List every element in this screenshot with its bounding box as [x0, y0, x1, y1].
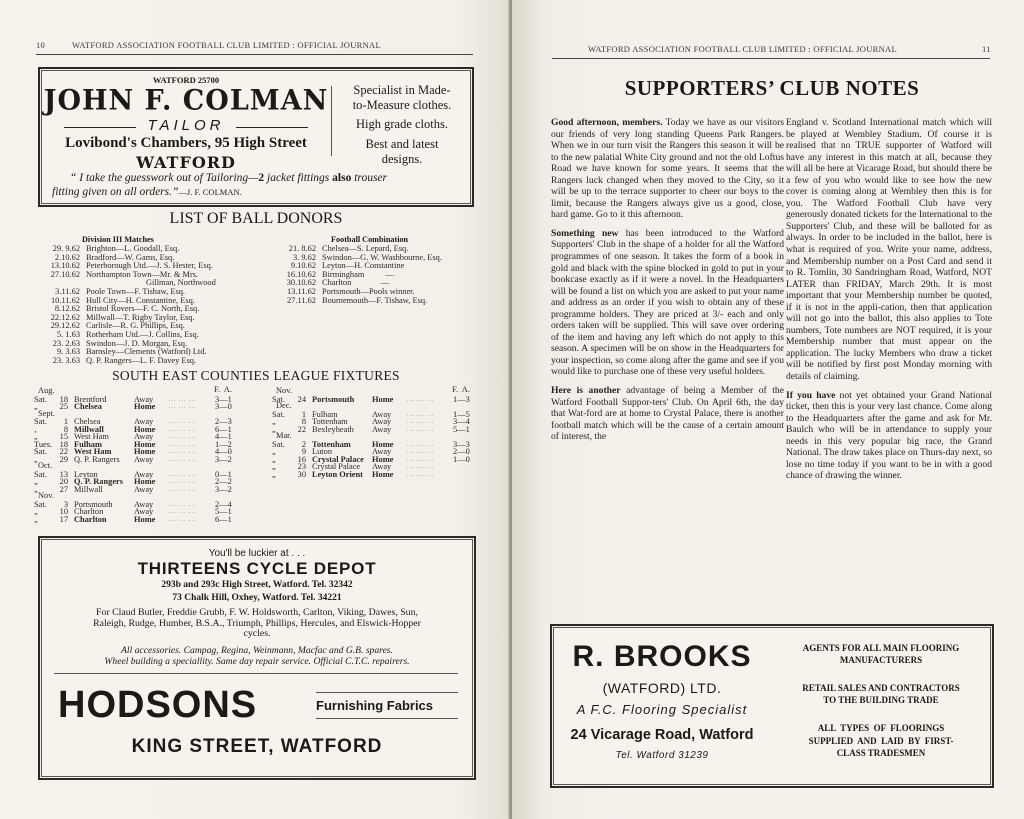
paragraph-text: Today we have as our visitors our friends of very long standing Queens Park Rangers. When we in our turn visit the Rangers this season it will be to the new palatial White City ground and not the old Loftus Road we have known for some years. It seems that the Rangers luck changed when they moved to the City, so it will be up to the terrace supporter to cheer our boys to the limit, because the Rangers always give us a good, close, hard game. Go to it this afternoon. — [551, 117, 785, 221]
fixture-opponent: Portsmouth — [74, 499, 113, 509]
donor-text: Swindon—G. W. Washbourne, Esq. — [322, 252, 442, 262]
brooks-types — [778, 722, 984, 760]
paragraph-text: advantage of being a Member of the Watford Football Suppor-ters' Club. On April 6th, the day that Wat-ford are at home to Crystal Palace, there is another football match which will be the cause of a certain amount of interest, the — [551, 385, 784, 443]
fixture-date: 9 — [301, 447, 306, 456]
quote-part: fitting given on all orders.” — [52, 186, 179, 198]
fixture-opponent: Chelsea — [74, 417, 101, 426]
colman-address: Lovibond's Chambers, 95 High Street — [65, 135, 307, 151]
paragraph-lead: If you have — [786, 389, 836, 401]
fixture-day: Sat. — [34, 417, 47, 426]
fixture-date: 25 — [59, 402, 68, 411]
fixture-month: Dec. — [276, 401, 292, 410]
fixture-opponent: Charlton — [74, 507, 104, 516]
services-line: Wheel building a speciallity. Same day repair service. Official C.T.C. repairers. — [104, 656, 410, 667]
article-paragraph — [786, 117, 992, 383]
fixture-score: 0—1 — [215, 469, 232, 479]
fixture-day: „ — [272, 454, 276, 464]
donor-text: Charlton — — [322, 278, 389, 288]
hodsons-name: HODSONS — [58, 684, 258, 726]
fixture-date: 18 — [59, 394, 68, 404]
specialist-line-2: to-Measure clothes. — [352, 98, 452, 112]
fixture-dots: ... ... ... — [407, 411, 435, 418]
division-heading: Division III Matches — [82, 235, 154, 244]
fixture-date: 3 — [63, 499, 68, 509]
fixture-dots: ... ... ... — [169, 501, 197, 508]
fixture-score: 2—3 — [215, 417, 232, 426]
paragraph-text: England v. Scotland International match which will be played at Wembley Stadium. Of course it is realised that no TRUE supporter of Watford will have any interest in this match at all, because they will all be here at Vicarage Road, but should there be a few of you who would like to see how the new cover is coming along at Wembley then this is for you. The Watford Football Club have very generously donated tickets for the International to the Supporters' Club, and these will be balloted for as always. In order to be included in the ballot, here is what is required of you. Write your name, address, and Membership number on a Post Card and send it to R. Tomlin, 30 Sandringham Road, Watford, NOT LATER than FRIDAY, March 29th. It is most important that your Membership number be quoted, if it is not in the appli-cation, then that application will not go into the ballot, this also applies to Tote numbers, Tote numbers are NOT required, it is your Membership number that must appear on the application. The lucky Members who draw a ticket will be notified by first post Monday morning with details of claiming. — [786, 117, 992, 383]
fixture-date: 1 — [63, 417, 68, 426]
brooks-subtitle: (WATFORD) LTD. — [602, 680, 722, 696]
fixture-dots: ... ... ... — [407, 464, 435, 470]
specialist-line-1: Specialist in Made- — [353, 83, 451, 97]
colman-specialist — [338, 83, 466, 113]
donor-date: 2.10.62 — [54, 252, 80, 262]
quote-part: jacket fittings — [264, 172, 333, 184]
colman-divider — [331, 86, 332, 156]
brands-line-3: cycles. — [243, 628, 271, 639]
fixture-score: 1—0 — [453, 454, 470, 464]
brooks-address: 24 Vicarage Road, Watford — [570, 727, 754, 743]
thirteens-brands — [40, 608, 474, 640]
fixture-venue: Home — [372, 469, 394, 479]
paragraph-lead: Good afternoon, members. — [551, 117, 663, 128]
fixture-opponent: Millwall — [74, 484, 103, 494]
fixture-dots: ... ... ... — [169, 434, 197, 440]
fixture-opponent: Bexleyheath — [312, 424, 354, 434]
donor-date: 5. 1.63 — [56, 330, 80, 339]
fixture-day: „ — [34, 477, 38, 486]
fixture-opponent: Tottenham — [312, 439, 351, 449]
header-rule — [36, 54, 473, 55]
brooks-specialist: A F.C. Flooring Specialist — [576, 702, 748, 717]
donor-date: 13.11.62 — [286, 287, 316, 296]
fixture-venue: Home — [134, 424, 156, 434]
donor-date: 9. 3.63 — [56, 347, 80, 357]
fixture-opponent: Q. P. Rangers — [74, 454, 120, 464]
quote-part: “ I take the guesswork out of Tailoring— — [70, 172, 259, 184]
donor-date: 8.12.62 — [54, 304, 80, 314]
colman-latest — [338, 137, 466, 167]
colman-advert — [38, 67, 474, 207]
paragraph-text: not yet obtained your Grand National ticket, then this is your very last chance. Come along to the Headquarters after the game and ask for Mr. Baulch who will be in attendance to supply your needs in this very popular big race, the Grand National. The draw takes place on Thurs-day next, so lose no time today if you want to be in with a good chance of drawing the winner. — [786, 389, 992, 482]
fixture-venue: Home — [134, 477, 156, 486]
article-paragraph — [551, 117, 784, 221]
fixture-date: 29 — [59, 454, 68, 464]
fixture-day: „ — [272, 417, 276, 426]
fixture-venue: Away — [134, 469, 154, 479]
fixture-score: 2—0 — [453, 447, 470, 456]
fixture-dots: ... ... ... — [169, 404, 197, 410]
fixture-dots: ... ... ... — [169, 449, 197, 455]
fixture-opponent: Millwall — [74, 424, 104, 434]
agents-line-2: MANUFACTURERS — [839, 655, 923, 665]
donor-date: 29.12.62 — [50, 321, 80, 331]
paragraph-lead: Here is another — [551, 385, 621, 397]
fixture-month: Oct. — [38, 461, 53, 470]
retail-line-1: RETAIL SALES AND CONTRACTORS — [802, 683, 960, 693]
fixture-score: 5—1 — [215, 507, 232, 516]
fixture-opponent: Crystal Palace — [312, 462, 361, 471]
donor-text: Portsmouth—Pools winner. — [322, 287, 415, 296]
fixture-date: 10 — [59, 507, 68, 516]
donor-date: 29. 9.62 — [52, 244, 80, 253]
hodsons-rule-top — [316, 692, 458, 693]
fixture-dots: ... ... ... — [407, 471, 435, 478]
fixture-score: 3—4 — [453, 417, 470, 426]
fixture-date: 8 — [301, 417, 306, 426]
donor-date: 13.10.62 — [50, 261, 80, 271]
fixture-month: Sept. — [38, 408, 55, 418]
fa-header: F. A. — [214, 385, 232, 394]
fixture-opponent: West Ham — [74, 447, 112, 456]
donor-text: Peterborough Utd.—J. S. Hester, Esq. — [86, 261, 213, 271]
donor-date: 21. 8.62 — [288, 244, 316, 253]
fixture-score: 2—4 — [215, 499, 232, 509]
thirteens-address-2: 73 Chalk Hill, Oxhey, Watford. Tel. 34221 — [172, 593, 342, 603]
hodsons-address: KING STREET, WATFORD — [131, 736, 383, 757]
donor-text: Leyton—H. Constantine — [322, 261, 405, 271]
fixture-dots: ... ... ... — [169, 419, 197, 425]
fixture-venue: Home — [134, 447, 156, 456]
donor-date: 27.10.62 — [50, 269, 80, 279]
brands-line-1: For Claud Butler, Freddie Grubb, F. W. Holdsworth, Carlton, Viking, Dawes, Sun, — [96, 607, 418, 618]
brooks-name: R. BROOKS — [572, 640, 752, 673]
donor-date: 23. 2.63 — [52, 338, 80, 348]
fixture-venue: Away — [134, 432, 154, 441]
fixture-month: Aug. — [38, 386, 55, 395]
fixture-day: „ — [272, 469, 276, 479]
fixture-venue: Away — [134, 394, 154, 404]
colman-trade: TAILOR — [147, 117, 225, 134]
fixture-day: ‚ — [34, 424, 37, 434]
donor-text: Brighton—L. Goodall, Esq. — [86, 244, 180, 253]
brooks-tel: Tel. Watford 31239 — [615, 750, 709, 761]
thirteens-hodsons-advert — [38, 536, 476, 780]
running-head-left: WATFORD ASSOCIATION FOOTBALL CLUB LIMITED : OFFICIAL JOURNAL — [72, 40, 381, 50]
fixture-venue: Away — [134, 417, 154, 426]
types-line-2: SUPPLIED AND LAID BY FIRST- — [808, 735, 954, 746]
fixture-day: „ — [272, 447, 276, 456]
types-line-1: ALL TYPES OF FLOORINGS — [817, 723, 945, 733]
retail-line-2: TO THE BUILDING TRADE — [823, 695, 939, 705]
fixture-dots: ... ... ... — [407, 396, 435, 403]
donor-text: Poole Town—F. Tishaw, Esq. — [86, 287, 186, 296]
fixture-dots: ... ... ... — [169, 441, 197, 448]
article-column-2 — [786, 117, 992, 489]
fa-header: F. A. — [452, 385, 470, 394]
colman-quote-line-1 — [70, 172, 387, 184]
fixture-day: Sat. — [34, 394, 47, 404]
colman-grade: High grade cloths. — [356, 117, 448, 131]
donor-date: 30.10.62 — [286, 278, 316, 288]
donor-text: Birmingham — — [322, 269, 394, 279]
thirteens-intro: You'll be luckier at . . . — [208, 548, 306, 559]
latest-line-1: Best and latest — [365, 137, 439, 151]
donor-text: Carlisle—R. G. Phillips, Esq. — [86, 321, 185, 331]
fixture-opponent: Crystal Palace — [312, 454, 364, 464]
fixture-score: 3—2 — [215, 484, 232, 494]
donor-date: 23. 3.63 — [52, 355, 80, 365]
fixture-date: 16 — [297, 454, 306, 464]
fixture-day: „ — [272, 424, 276, 434]
brooks-retail — [778, 682, 984, 706]
fixture-date: 15 — [59, 432, 68, 441]
fixture-dots: ... ... ... — [407, 419, 435, 425]
hodsons-rule-bottom — [316, 718, 458, 719]
fixture-opponent: West Ham — [74, 432, 109, 441]
fixture-opponent: Chelsea — [74, 402, 102, 411]
fixture-day: „ — [34, 484, 38, 494]
donor-text: Q. P. Rangers—L. F. Davey Esq. — [86, 355, 197, 365]
fixture-date: 30 — [297, 469, 306, 479]
fixture-opponent: Q. P. Rangers — [74, 477, 124, 486]
right-page — [512, 0, 1024, 819]
ball-donors-title: LIST OF BALL DONORS — [169, 210, 343, 227]
fixture-dots: ... ... ... — [407, 456, 435, 463]
fixture-opponent: Leyton — [74, 469, 98, 479]
accessories-line: All accessories. Campag, Regina, Weinmann, Macfac and G.B. spares. — [121, 645, 393, 656]
colman-quote-line-2 — [52, 186, 242, 198]
fixture-opponent: Luton — [312, 447, 333, 456]
fixture-score: 5—1 — [453, 424, 470, 434]
trade-rule-left — [64, 127, 136, 128]
fixture-date: 13 — [59, 469, 68, 479]
fixture-dots: ... ... ... — [169, 479, 197, 485]
donor-date: 27.11.62 — [286, 295, 316, 305]
thirteens-name: THIRTEENS CYCLE DEPOT — [137, 559, 377, 578]
trade-rule-right — [236, 127, 308, 128]
donor-text: Northampton Town—Mr. & Mrs. — [86, 269, 199, 279]
fixture-venue: Away — [134, 499, 154, 509]
fixture-month: Nov. — [38, 491, 54, 500]
colman-phone: WATFORD 25700 — [152, 75, 220, 85]
fixture-venue: Away — [134, 507, 154, 516]
fixture-opponent: Portsmouth — [312, 394, 355, 404]
fixture-venue: Home — [372, 454, 394, 464]
header-rule — [552, 58, 990, 59]
fixture-date: 1 — [301, 409, 306, 419]
fixture-score: 3—3 — [453, 439, 470, 449]
donor-date: 3.11.62 — [55, 287, 80, 296]
fixtures-title: SOUTH EAST COUNTIES LEAGUE FIXTURES — [112, 368, 400, 383]
fixture-score: 4—1 — [215, 432, 232, 441]
donor-date: 16.10.62 — [286, 269, 316, 279]
agents-line-1: AGENTS FOR ALL MAIN FLOORING — [802, 643, 960, 653]
fixture-venue: Home — [134, 402, 156, 411]
fixture-opponent: Tottenham — [312, 417, 348, 426]
fixture-venue: Away — [134, 484, 154, 494]
running-head-right: WATFORD ASSOCIATION FOOTBALL CLUB LIMITED : OFFICIAL JOURNAL — [588, 44, 897, 54]
fixture-day: Sat. — [34, 447, 47, 456]
colman-town: WATFORD — [136, 153, 236, 172]
left-page — [0, 0, 510, 819]
fixture-dots: ... ... ... — [169, 396, 197, 403]
fixture-score: 1—3 — [453, 394, 470, 404]
fixture-date: 24 — [297, 394, 306, 404]
fixture-venue: Away — [372, 424, 392, 434]
fixture-dots: ... ... ... — [407, 441, 435, 448]
fixture-date: 20 — [59, 477, 68, 486]
donor-text: Hull City—H. Constantine, Esq. — [86, 295, 195, 305]
fixture-score: 2—2 — [215, 477, 232, 486]
fixture-month: Mar. — [276, 431, 292, 440]
colman-name: JOHN F. COLMAN — [43, 84, 329, 117]
quote-part: also — [332, 172, 352, 184]
fixture-score: 3—1 — [215, 394, 232, 404]
thirteens-address-1: 293b and 293c High Street, Watford. Tel. 32342 — [161, 580, 353, 590]
fixture-day: Tues. — [34, 439, 53, 449]
fixture-opponent: Fulham — [74, 439, 102, 449]
fixture-score: 3—2 — [215, 454, 232, 464]
page-number-right: 11 — [982, 44, 991, 54]
fixture-date: 27 — [59, 484, 68, 494]
quote-part: trouser — [351, 172, 388, 184]
donor-text: Rotherham Utd.—J. Collins, Esq. — [86, 330, 199, 339]
fixture-date: 23 — [297, 462, 306, 471]
fixture-opponent: Leyton Orient — [312, 469, 363, 479]
combination-heading: Football Combination — [331, 235, 409, 244]
article-column-1 — [551, 117, 784, 450]
donor-date: 3. 9.62 — [292, 252, 316, 262]
fixture-opponent: Brentford — [74, 394, 107, 404]
fixture-dots: ... ... ... — [169, 486, 197, 493]
article-title: SUPPORTERS’ CLUB NOTES — [624, 76, 920, 100]
fixture-day: „ — [34, 402, 38, 411]
fixture-day: Sat. — [272, 394, 285, 404]
thirteens-services — [40, 645, 474, 667]
fixture-day: „ — [34, 454, 38, 464]
fixture-dots: ... ... ... — [169, 471, 197, 478]
fixture-score: 1—5 — [453, 409, 470, 419]
fixture-venue: Away — [372, 409, 392, 419]
fixture-dots: ... ... ... — [169, 426, 197, 433]
fixture-venue: Away — [134, 454, 154, 464]
fixture-date: 17 — [59, 514, 68, 524]
fixture-day: Sat. — [272, 409, 285, 419]
fixture-score: 6—1 — [215, 424, 232, 434]
donor-text: Millwall—T. Rigby Taylor, Esq. — [86, 312, 195, 322]
fixture-venue: Away — [372, 447, 392, 456]
donor-text: Bournemouth—F. Tishaw, Esq. — [322, 295, 428, 305]
fixture-score: 1—2 — [215, 439, 232, 449]
fixture-venue: Away — [372, 462, 392, 471]
fixture-dots: ... ... ... — [169, 509, 197, 515]
donor-text: Bristol Rovers—F. C. North, Esq. — [86, 304, 200, 314]
fixture-day: „ — [34, 432, 38, 441]
fixture-venue: Home — [372, 394, 394, 404]
fixture-day: Sat. — [34, 469, 47, 479]
fixture-score: 4—0 — [215, 447, 232, 456]
brooks-agents — [778, 642, 984, 666]
fixture-day: Sat. — [272, 439, 285, 449]
donor-text: Bradford—W. Gams, Esq. — [86, 252, 175, 262]
fixture-venue: Home — [134, 514, 156, 524]
donor-text: Gillman, Northwood — [146, 278, 216, 288]
fixture-opponent: Fulham — [312, 409, 338, 419]
fixture-date: 22 — [297, 424, 306, 434]
fixture-venue: Away — [372, 417, 392, 426]
fixture-score: 6—1 — [215, 514, 232, 524]
donor-text: Barnsley—Clements (Watford) Ltd. — [86, 347, 207, 357]
fixture-day: „ — [34, 514, 38, 524]
fixture-opponent: Charlton — [74, 514, 107, 524]
fixture-dots: ... ... ... — [407, 449, 435, 455]
fixture-date: 22 — [59, 447, 68, 456]
fixture-dots: ... ... ... — [407, 426, 435, 433]
fixture-venue: Home — [372, 439, 394, 449]
fixture-dots: ... ... ... — [169, 516, 197, 523]
fixture-date: 18 — [59, 439, 68, 449]
page-number-left: 10 — [36, 40, 46, 50]
article-paragraph — [551, 228, 784, 378]
fixture-venue: Home — [134, 439, 156, 449]
fixture-dots: ... ... ... — [169, 456, 197, 463]
paragraph-lead: Something new — [551, 227, 619, 239]
donor-date: 9.10.62 — [290, 261, 316, 271]
donor-date: 22.12.62 — [50, 312, 80, 322]
fixture-day: Sat. — [34, 499, 47, 509]
latest-line-2: designs. — [381, 152, 423, 166]
fixture-date: 2 — [301, 439, 306, 449]
donor-text: Chelsea—S. Lepard, Esq. — [322, 244, 409, 253]
fixture-month: Nov. — [276, 386, 292, 395]
donor-date: 10.11.62 — [50, 295, 80, 305]
fixture-day: „ — [272, 462, 276, 471]
ad-separator — [54, 673, 458, 674]
types-line-3: CLASS TRADESMEN — [836, 748, 926, 758]
article-paragraph — [551, 385, 784, 443]
quote-part: 2 — [258, 172, 265, 184]
fixture-score: 3—0 — [215, 402, 232, 411]
brands-line-2: Raleigh, Rudge, Humber, B.S.A., Triumph, Phillips, Hercules, and Elswick-Hopper — [93, 617, 421, 629]
brooks-advert — [550, 624, 994, 788]
paragraph-text: has been introduced to the Watford Supporters' Club in the shape of a holder for all the Watford programmes of one season. It takes the form of a book in gold and black with the spine blocked in gold to put in your bookcase exactly as if it were a novel. In the Headquarters will be found a list on which you are asked to put your name and address as an order if you wish to obtain any of these programme holders. They are priced at 3/- each and only orders taken will be supplied. This will save over ordering of the item and having any left which do not apply to this season. A specimen will be on show in the Headquarters for your inspection, so come along after the game and see if you would like to purchase one of these very useful holders. — [551, 227, 784, 378]
quote-signature: —J. F. COLMAN. — [178, 187, 242, 197]
fixture-date: 8 — [63, 424, 68, 434]
fixture-day: „ — [34, 507, 38, 516]
hodsons-tagline: Furnishing Fabrics — [316, 698, 434, 713]
donor-text: Swindon—J. D. Morgan, Esq. — [86, 338, 188, 348]
article-paragraph — [786, 390, 992, 482]
